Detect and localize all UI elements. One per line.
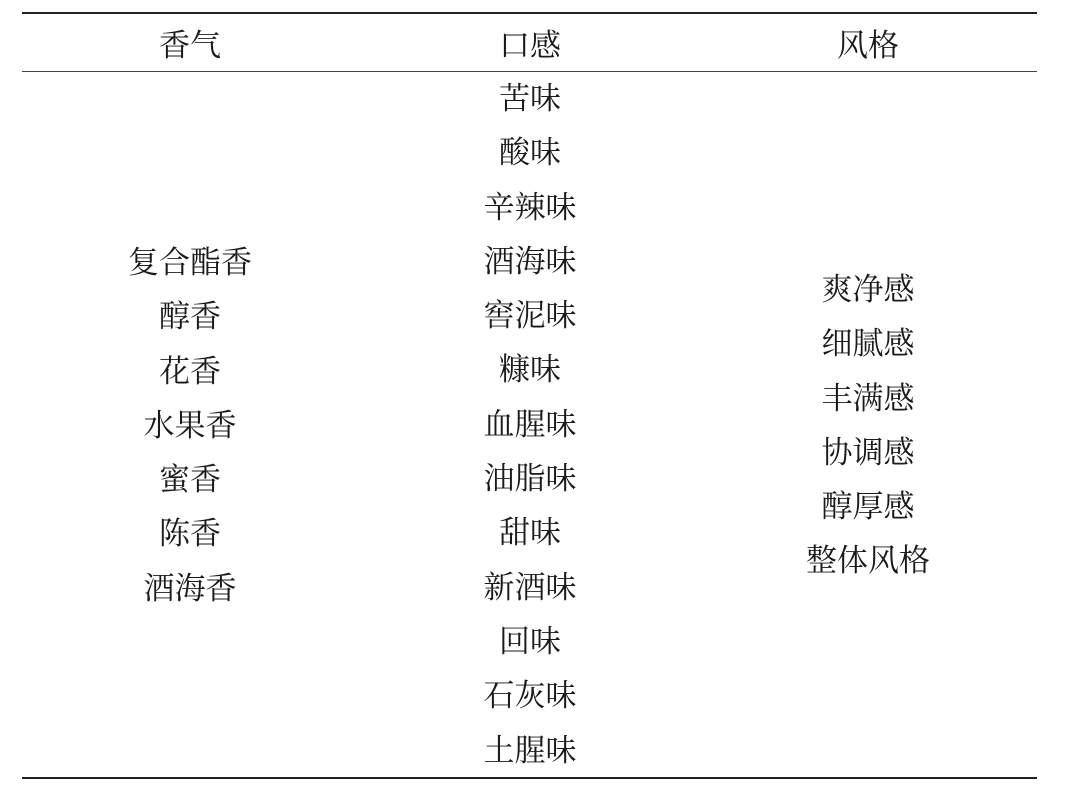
style-item: 丰满感	[821, 380, 915, 417]
aroma-item: 陈香	[159, 516, 221, 553]
style-item: 爽净感	[821, 272, 915, 308]
aroma-item: 醇香	[159, 299, 221, 336]
taste-item: 窖泥味	[483, 298, 577, 335]
style-item: 整体风格	[806, 543, 930, 580]
aroma-item: 水果香	[143, 407, 237, 444]
column-header-aroma: 香气	[159, 28, 221, 64]
taste-item: 酒海味	[483, 243, 577, 280]
table-bottom-rule	[22, 777, 1037, 779]
taste-item: 糠味	[499, 352, 561, 389]
column-header-style: 风格	[837, 28, 899, 64]
style-item: 醇厚感	[821, 489, 915, 526]
taste-item: 酸味	[499, 135, 561, 172]
taste-column	[380, 72, 680, 778]
style-item: 细腻感	[821, 326, 915, 363]
style-column	[718, 263, 1018, 589]
aroma-item: 蜜香	[159, 462, 221, 499]
aroma-item: 复合酯香	[128, 245, 252, 281]
taste-item: 甜味	[499, 515, 561, 552]
taste-item: 辛辣味	[483, 189, 577, 226]
taste-item: 苦味	[499, 81, 561, 117]
aroma-item: 花香	[159, 353, 221, 390]
taste-item: 土腥味	[483, 732, 577, 769]
column-header-taste: 口感	[499, 28, 561, 64]
taste-item: 油脂味	[483, 461, 577, 498]
taste-item: 石灰味	[483, 678, 577, 715]
style-item: 协调感	[821, 434, 915, 471]
taste-item: 血腥味	[483, 406, 577, 443]
aroma-column	[40, 236, 340, 616]
taste-item: 回味	[499, 623, 561, 660]
taste-item: 新酒味	[483, 569, 577, 606]
aroma-item: 酒海香	[143, 570, 237, 607]
